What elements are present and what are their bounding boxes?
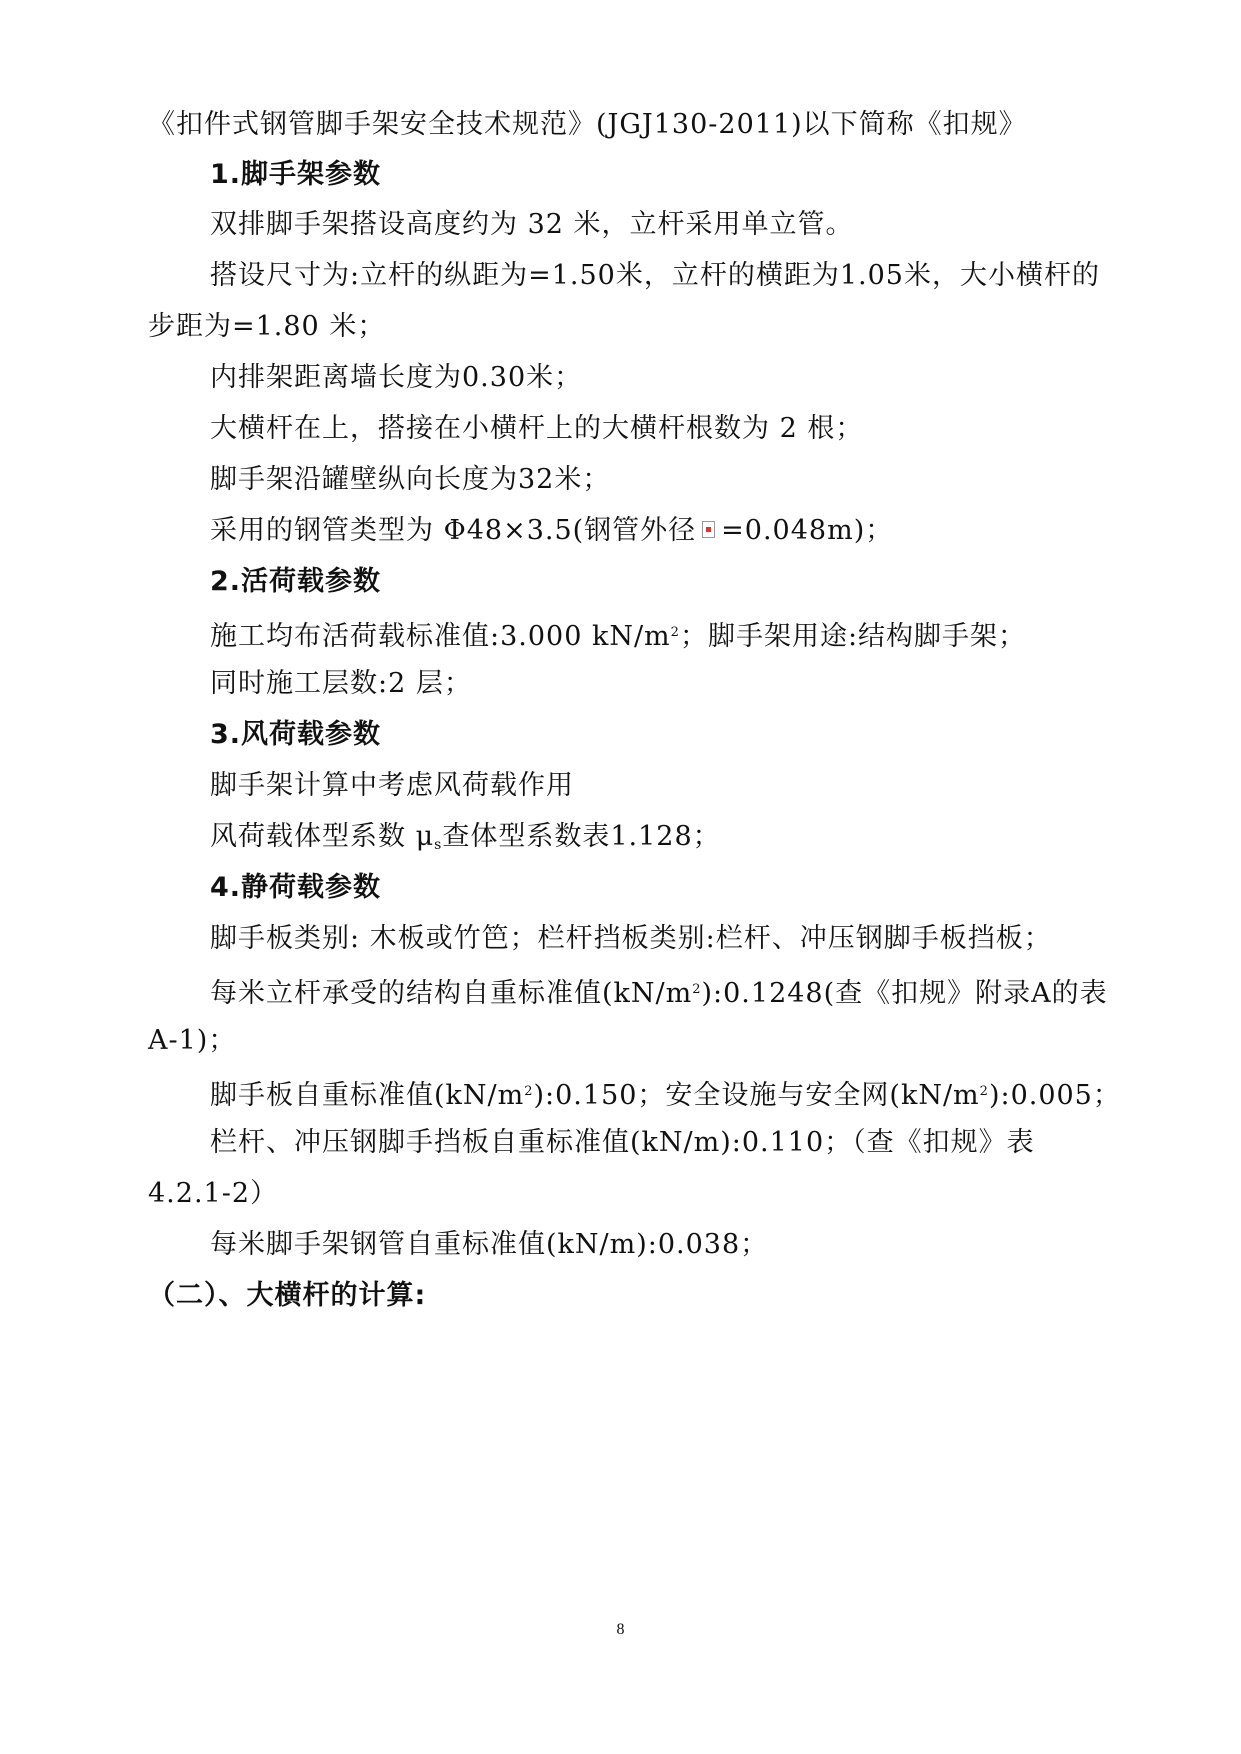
- s3-line-2-part-a: 风荷载体型系数 μ: [210, 821, 435, 852]
- broken-image-icon: [702, 521, 715, 538]
- s4-line-5: 每米脚手架钢管自重标准值(kN/m):0.038；: [210, 1229, 769, 1260]
- s2-line-1-part-a: 施工均布活荷载标准值:3.000 kN/m: [210, 621, 671, 652]
- section-1-heading: 1.脚手架参数: [210, 159, 382, 190]
- s4-line-2-cont: A-1)；: [148, 1025, 237, 1056]
- s4-line-3-part-c: ):0.005；: [988, 1080, 1121, 1111]
- s4-line-3-sup-2: 2: [979, 1084, 989, 1099]
- s1-line-5: 脚手架沿罐壁纵向长度为32米；: [210, 464, 611, 495]
- s4-line-2-sup: 2: [692, 982, 702, 997]
- s1-line-6: [210, 514, 893, 548]
- section-2-heading: 2.活荷载参数: [210, 566, 382, 597]
- s4-line-4: 栏杆、冲压钢脚手挡板自重标准值(kN/m):0.110；（查《扣规》表: [210, 1127, 1035, 1158]
- s1-line-1: 双排脚手架搭设高度约为 32 米，立杆采用单立管。: [210, 209, 854, 240]
- s3-line-1: 脚手架计算中考虑风荷载作用: [210, 770, 574, 801]
- section-3-heading: 3.风荷载参数: [210, 719, 382, 750]
- s1-line-2: 搭设尺寸为:立杆的纵距为=1.50米，立杆的横距为1.05米，大小横杆的: [210, 260, 1100, 291]
- s1-line-3: 内排架距离墙长度为0.30米；: [210, 362, 583, 393]
- page-number: 8: [616, 1621, 625, 1638]
- s1-line-6-part-b: =0.048m)；: [721, 515, 894, 546]
- section-4-heading: 4.静荷载参数: [210, 872, 382, 903]
- s4-line-3-part-a: 脚手板自重标准值(kN/m: [210, 1080, 525, 1111]
- s3-line-2: [210, 820, 721, 862]
- s4-line-3-part-b: ):0.150；安全设施与安全网(kN/m: [533, 1080, 980, 1111]
- s1-line-6-part-a: 采用的钢管类型为 Φ48×3.5(钢管外径: [210, 515, 697, 546]
- s2-line-1: [210, 616, 1026, 654]
- intro-line: 《扣件式钢管脚手架安全技术规范》(JGJ130-2011)以下简称《扣规》: [148, 109, 1027, 140]
- s4-line-1: 脚手板类别: 木板或竹笆；栏杆挡板类别:栏杆、冲压钢脚手板挡板；: [210, 923, 1052, 954]
- s4-line-2-part-b: ):0.1248(查《扣规》附录A的表: [701, 978, 1108, 1009]
- s1-line-2-cont: 步距为=1.80 米；: [148, 311, 386, 342]
- s4-line-4-cont: 4.2.1-2）: [148, 1178, 279, 1209]
- s4-line-3-sup-1: 2: [524, 1084, 534, 1099]
- s3-line-2-part-b: 查体型系数表1.128；: [442, 821, 721, 852]
- s4-line-2: [210, 973, 1108, 1011]
- section-5-heading: （二）、大横杆的计算:: [148, 1280, 427, 1311]
- s4-line-2-part-a: 每米立杆承受的结构自重标准值(kN/m: [210, 978, 693, 1009]
- s2-line-1-sup: 2: [670, 625, 680, 640]
- s4-line-3: [210, 1075, 1121, 1113]
- s2-line-1-part-b: ；脚手架用途:结构脚手架；: [679, 621, 1027, 652]
- s3-line-2-sub: s: [434, 837, 443, 853]
- s1-line-4: 大横杆在上，搭接在小横杆上的大横杆根数为 2 根；: [210, 413, 864, 444]
- s2-line-2: 同时施工层数:2 层；: [210, 668, 472, 699]
